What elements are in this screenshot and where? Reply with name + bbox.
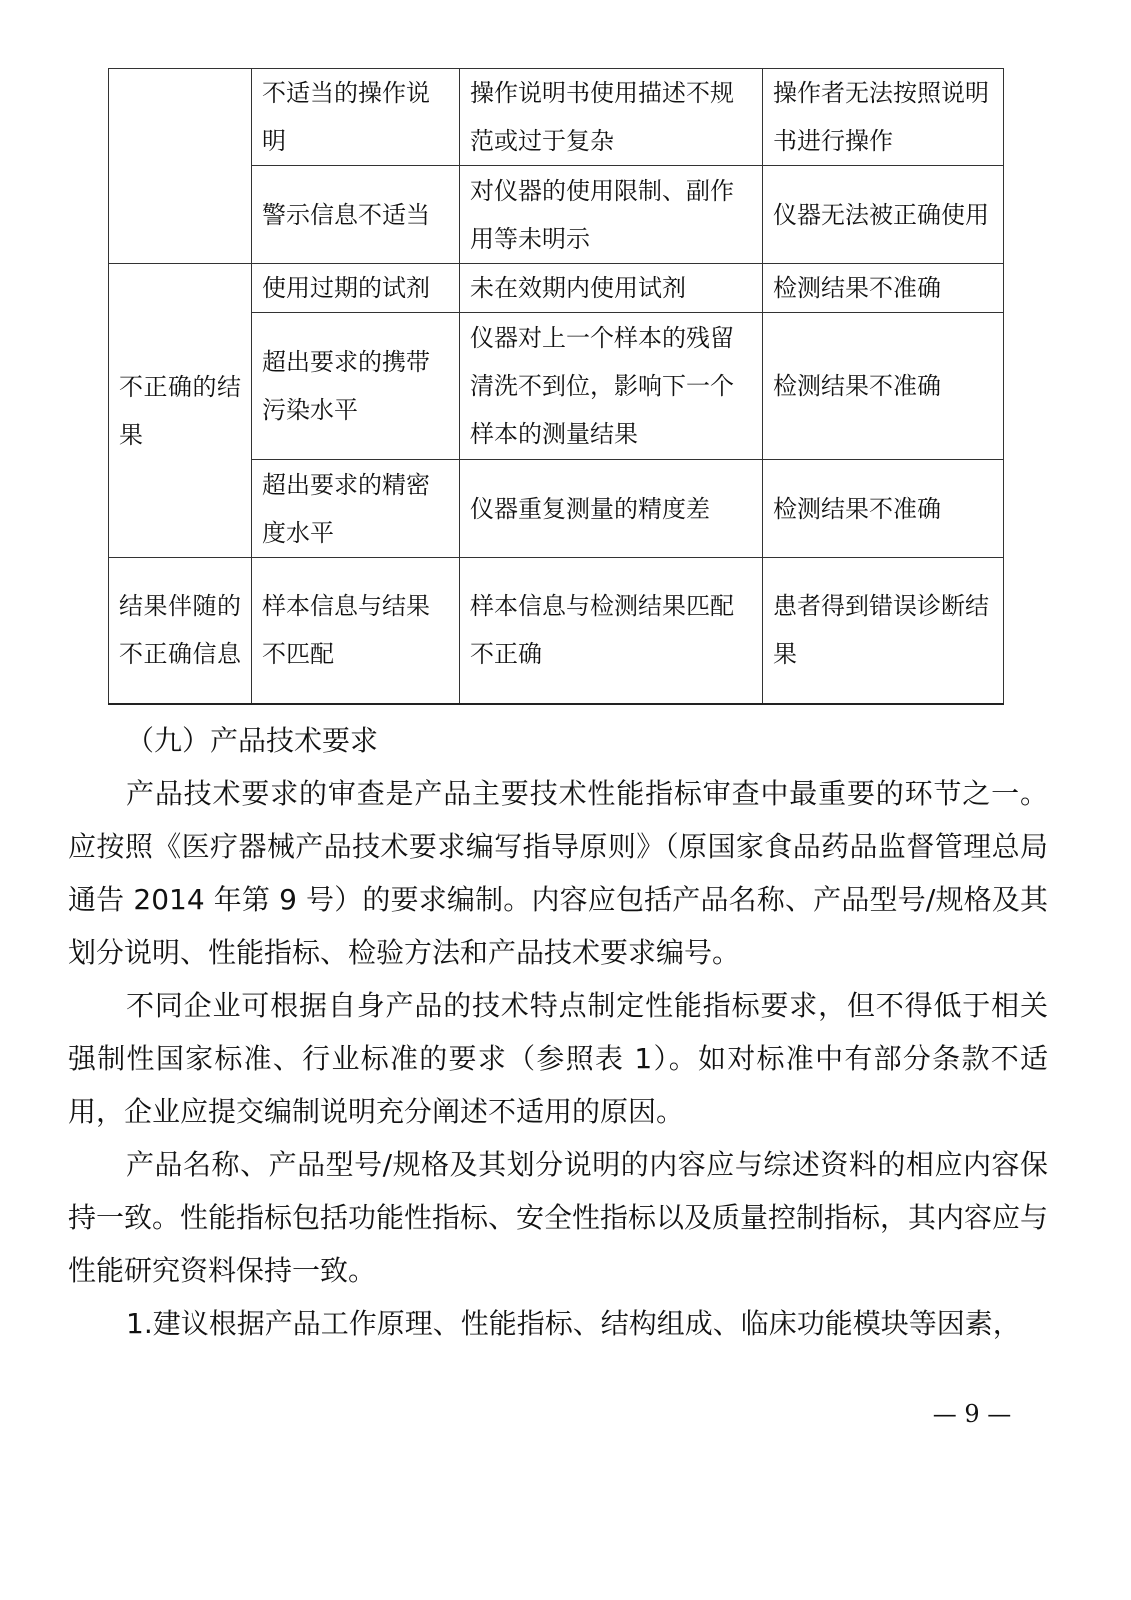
- effect-cell: 检测结果不准确: [763, 264, 1004, 313]
- cause-cell: 对仪器的使用限制、副作用等未明示: [460, 166, 763, 264]
- page-number: — 9 —: [932, 1400, 1012, 1428]
- cause-cell: 未在效期内使用试剂: [460, 264, 763, 313]
- effect-cell: 检测结果不准确: [763, 313, 1004, 460]
- cause-cell: 样本信息与检测结果匹配不正确: [460, 558, 763, 704]
- paragraph: 产品名称、产品型号/规格及其划分说明的内容应与综述资料的相应内容保持一致。性能指标包括功能性指标、安全性指标以及质量控制指标，其内容应与性能研究资料保持一致。: [68, 1148, 1049, 1287]
- table-row: [109, 558, 1004, 704]
- table-row: [109, 69, 1004, 166]
- hazard-table: [108, 68, 1004, 705]
- effect-cell: 检测结果不准确: [763, 460, 1004, 558]
- hazard-cell: 使用过期的试剂: [252, 264, 460, 313]
- paragraph: 不同企业可根据自身产品的技术特点制定性能指标要求，但不得低于相关强制性国家标准、行业标准的要求（参照表 1）。如对标准中有部分条款不适用，企业应提交编制说明充分阐述不适用的原因。: [68, 989, 1048, 1128]
- category-cell: 不正确的结果: [109, 264, 252, 558]
- category-cell: 结果伴随的不正确信息: [109, 558, 252, 704]
- hazard-cell: 警示信息不适当: [252, 166, 460, 264]
- hazard-cell: 超出要求的精密度水平: [252, 460, 460, 558]
- cause-cell: 仪器对上一个样本的残留清洗不到位，影响下一个样本的测量结果: [460, 313, 763, 460]
- cause-cell: 仪器重复测量的精度差: [460, 460, 763, 558]
- paragraph: 产品技术要求的审查是产品主要技术性能指标审查中最重要的环节之一。应按照《医疗器械产品技术要求编写指导原则》（原国家食品药品监督管理总局通告 2014 年第 9 号）的要求编制。内容应包括产品名称、产品型号/规格及其划分说明、性能指标、检验方法和产品技术要求编号。: [68, 777, 1048, 969]
- hazard-cell: 超出要求的携带污染水平: [252, 313, 460, 460]
- effect-cell: 患者得到错误诊断结果: [763, 558, 1004, 704]
- effect-cell: 操作者无法按照说明书进行操作: [763, 69, 1004, 166]
- effect-cell: 仪器无法被正确使用: [763, 166, 1004, 264]
- hazard-cell: 不适当的操作说明: [252, 69, 460, 166]
- hazard-cell: 样本信息与结果不匹配: [252, 558, 460, 704]
- table-row: [109, 264, 1004, 313]
- paragraph: 1.建议根据产品工作原理、性能指标、结构组成、临床功能模块等因素，: [126, 1307, 1021, 1340]
- section-heading: （九）产品技术要求: [126, 724, 379, 757]
- body-text: [68, 714, 1048, 1350]
- category-cell: [109, 69, 252, 264]
- cause-cell: 操作说明书使用描述不规范或过于复杂: [460, 69, 763, 166]
